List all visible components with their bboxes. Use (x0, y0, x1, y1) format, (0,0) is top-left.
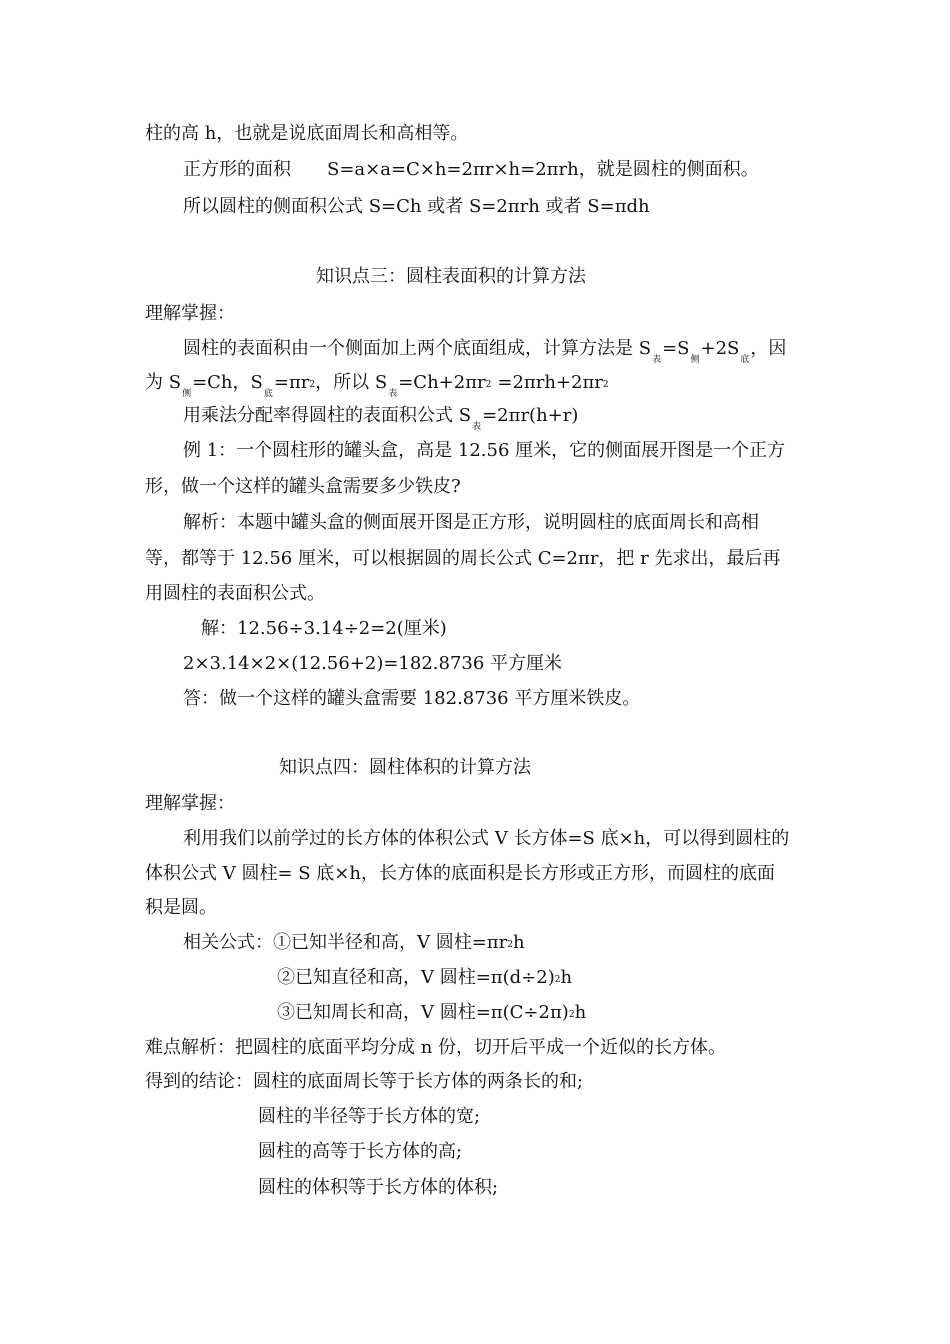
text-line: 难点解析：把圆柱的底面平均分成 n 份，切开后平成一个近似的长方体。 (145, 1037, 727, 1058)
text-line: 2×3.14×2×(12.56+2)=182.8736 平方厘米 (183, 653, 563, 674)
text-line: 积是圆。 (145, 897, 217, 918)
text-line (183, 159, 759, 181)
text-line: 解析：本题中罐头盒的侧面展开图是正方形，说明圆柱的底面周长和高相 (183, 512, 759, 533)
section-heading: 知识点三：圆柱表面积的计算方法 (316, 266, 586, 287)
text-line: 圆柱的高等于长方体的高; (258, 1141, 463, 1162)
section-heading: 知识点四：圆柱体积的计算方法 (279, 757, 531, 778)
text-line: 得到的结论：圆柱的底面周长等于长方体的两条长的和; (145, 1071, 584, 1092)
text-line: 用乘法分配率得圆柱的表面积公式 $S_表=2\pi r(h+r)$ (183, 405, 579, 432)
text-line: 柱的高 h，也就是说底面周长和高相等。 (145, 123, 469, 144)
formula-line: 相关公式：①已知半径和高，V 圆柱=πr2h (183, 932, 525, 953)
text-line: 等，都等于 12.56 厘米，可以根据圆的周长公式 C=2πr，把 r 先求出，最后再 (145, 548, 781, 569)
text-line: 为 $S_侧=Ch$，$S_底=\pi r2$，所以 $S_表=Ch+2\pi r2 =2\pi rh+2\pi r2$ (145, 372, 609, 399)
formula-line: ②已知直径和高，V 圆柱=π(d÷2)2h (277, 967, 573, 988)
formula-line: ③已知周长和高，V 圆柱=π(C÷2π)2h (277, 1002, 587, 1023)
text-line: 所以圆柱的侧面积公式 S=Ch 或者 S=2πrh 或者 S=πdh (183, 196, 650, 217)
text-line: 体积公式 V 圆柱= S 底×h，长方体的底面积是长方形或正方形，而圆柱的底面 (145, 863, 775, 884)
text-line: 用圆柱的表面积公式。 (145, 583, 325, 604)
text-line: 理解掌握： (145, 303, 235, 324)
text-line: 例 1：一个圆柱形的罐头盒，高是 12.56 厘米，它的侧面展开图是一个正方 (183, 440, 786, 461)
text-segment: 正方形的面积 (183, 159, 291, 180)
formula-text: S=a×a=C×h=2πr×h=2πrh，就是圆柱的侧面积。 (327, 159, 759, 180)
text-line: 利用我们以前学过的长方体的体积公式 V 长方体=S 底×h，可以得到圆柱的 (183, 828, 790, 849)
text-line: 圆柱的体积等于长方体的体积; (258, 1177, 499, 1198)
text-line: 圆柱的半径等于长方体的宽; (258, 1106, 481, 1127)
text-line: 理解掌握： (145, 793, 235, 814)
text-line: 形，做一个这样的罐头盒需要多少铁皮? (145, 476, 461, 497)
text-line: 解：12.56÷3.14÷2=2(厘米) (201, 618, 447, 639)
text-line: 圆柱的表面积由一个侧面加上两个底面组成，计算方法是 $S_表=S_侧+2S_底$，因 (183, 338, 787, 365)
text-line: 答：做一个这样的罐头盒需要 182.8736 平方厘米铁皮。 (183, 688, 641, 709)
